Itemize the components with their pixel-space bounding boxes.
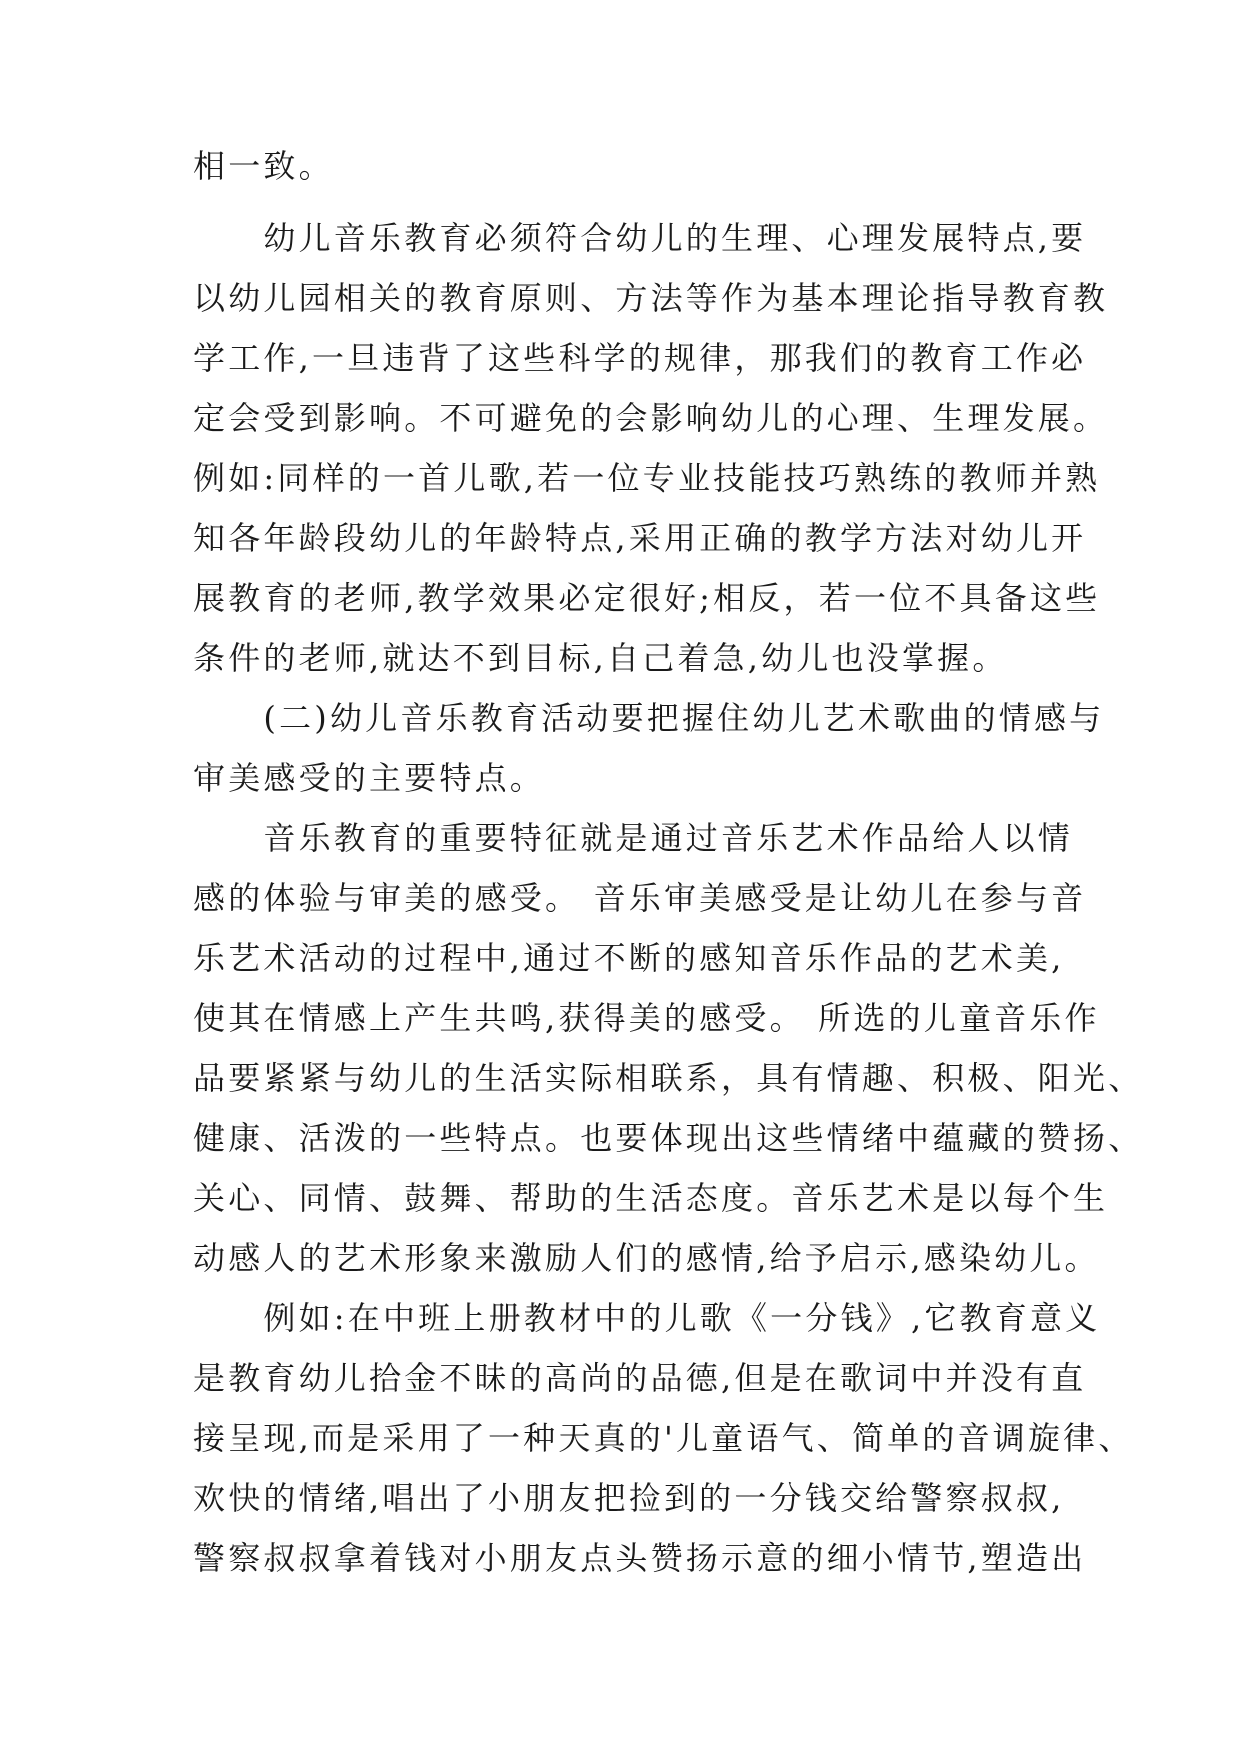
text-line: 知各年龄段幼儿的年龄特点,采用正确的教学方法对幼儿开 — [193, 519, 1087, 557]
text-line: 感的体验与审美的感受。 音乐审美感受是让幼儿在参与音 — [193, 879, 1087, 917]
section-heading-line: (二)幼儿音乐教育活动要把握住幼儿艺术歌曲的情感与 — [193, 699, 1105, 737]
text-line: 关心、同情、鼓舞、帮助的生活态度。音乐艺术是以每个生 — [193, 1179, 1109, 1217]
text-line: 使其在情感上产生共鸣,获得美的感受。 所选的儿童音乐作 — [193, 999, 1100, 1037]
text-line: 欢快的情绪,唱出了小朋友把捡到的一分钱交给警察叔叔, — [193, 1479, 1065, 1517]
text-line: 音乐教育的重要特征就是通过音乐艺术作品给人以情 — [193, 819, 1074, 857]
section-heading-line: 审美感受的主要特点。 — [193, 759, 546, 797]
text-line: 接呈现,而是采用了一种天真的'儿童语气、简单的音调旋律、 — [193, 1419, 1134, 1457]
text-line: 例如:在中班上册教材中的儿歌《一分钱》,它教育意义 — [193, 1299, 1101, 1337]
text-line: 学工作,一旦违背了这些科学的规律，那我们的教育工作必 — [193, 339, 1087, 377]
text-line: 相一致。 — [193, 147, 334, 185]
text-line: 幼儿音乐教育必须符合幼儿的生理、心理发展特点,要 — [193, 219, 1087, 257]
text-line: 健康、活泼的一些特点。也要体现出这些情绪中蕴藏的赞扬、 — [193, 1119, 1144, 1157]
text-line: 警察叔叔拿着钱对小朋友点头赞扬示意的细小情节,塑造出 — [193, 1539, 1087, 1577]
text-line: 展教育的老师,教学效果必定很好;相反，若一位不具备这些 — [193, 579, 1101, 617]
text-line: 例如:同样的一首儿歌,若一位专业技能技巧熟练的教师并熟 — [193, 459, 1101, 497]
text-line: 乐艺术活动的过程中,通过不断的感知音乐作品的艺术美, — [193, 939, 1065, 977]
text-line: 动感人的艺术形象来激励人们的感情,给予启示,感染幼儿。 — [193, 1239, 1100, 1277]
text-line: 定会受到影响。不可避免的会影响幼儿的心理、生理发展。 — [193, 399, 1109, 437]
text-line: 条件的老师,就达不到目标,自己着急,幼儿也没掌握。 — [193, 639, 1008, 677]
text-line: 是教育幼儿拾金不昧的高尚的品德,但是在歌词中并没有直 — [193, 1359, 1087, 1397]
text-line: 以幼儿园相关的教育原则、方法等作为基本理论指导教育教 — [193, 279, 1109, 317]
text-line: 品要紧紧与幼儿的生活实际相联系，具有情趣、积极、阳光、 — [193, 1059, 1144, 1097]
